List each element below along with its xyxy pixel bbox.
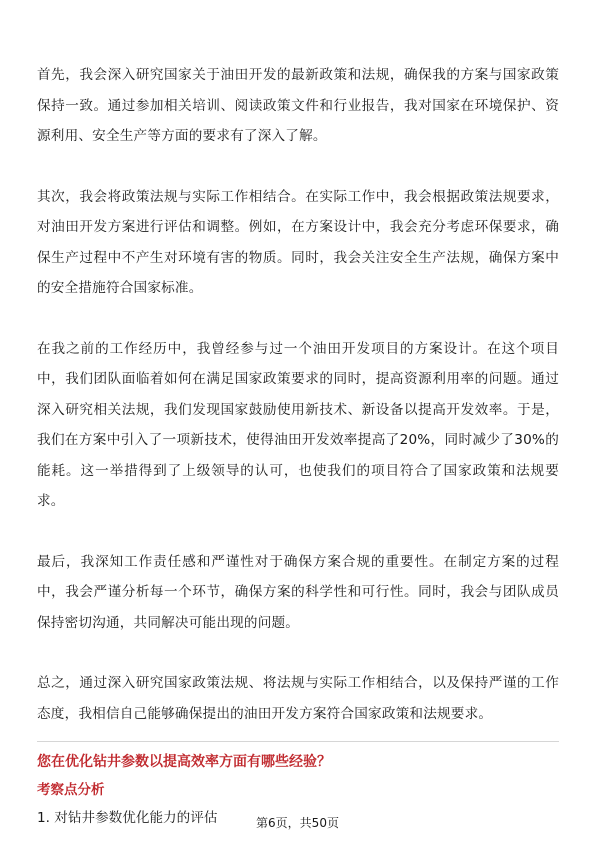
paragraph-3: 在我之前的工作经历中，我曾经参与过一个油田开发项目的方案设计。在这个项目中，我们团队面临着如何在满足国家政策要求的同时，提高资源利用率的问题。通过深入研究相关法规，我们发现国家鼓励使用新技术、新设备以提高开发效率。于是，我们在方案中引入了一项新技术，使得油田开发效率提高了20%，同时减少了30%的能耗。这一举措得到了上级领导的认可，也使我们的项目符合了国家政策和法规要求。 <box>37 340 559 509</box>
paragraph-5: 总之，通过深入研究国家政策法规、将法规与实际工作相结合，以及保持严谨的工作态度，我相信自己能够确保提出的油田开发方案符合国家政策和法规要求。 <box>37 675 559 722</box>
paragraph-2: 其次，我会将政策法规与实际工作相结合。在实际工作中，我会根据政策法规要求，对油田开发方案进行评估和调整。例如，在方案设计中，我会充分考虑环保要求，确保生产过程中不产生对环境有害的物质。同时，我会关注安全生产法规，确保方案中的安全措施符合国家标准。 <box>37 188 559 296</box>
page-content <box>37 60 559 830</box>
page-number-footer: 第6页，共50页 <box>256 816 339 830</box>
analysis-section-title: 考察点分析 <box>37 782 105 798</box>
section-divider <box>37 741 559 742</box>
analysis-item-1: 1. 对钻井参数优化能力的评估 <box>37 810 218 826</box>
paragraph-1: 首先，我会深入研究国家关于油田开发的最新政策和法规，确保我的方案与国家政策保持一致。通过参加相关培训、阅读政策文件和行业报告，我对国家在环境保护、资源利用、安全生产等方面的要求有了深入了解。 <box>37 67 559 144</box>
paragraph-4: 最后，我深知工作责任感和严谨性对于确保方案合规的重要性。在制定方案的过程中，我会严谨分析每一个环节，确保方案的科学性和可行性。同时，我会与团队成员保持密切沟通，共同解决可能出现的问题。 <box>37 553 559 631</box>
question-heading: 您在优化钻井参数以提高效率方面有哪些经验？ <box>37 754 331 770</box>
